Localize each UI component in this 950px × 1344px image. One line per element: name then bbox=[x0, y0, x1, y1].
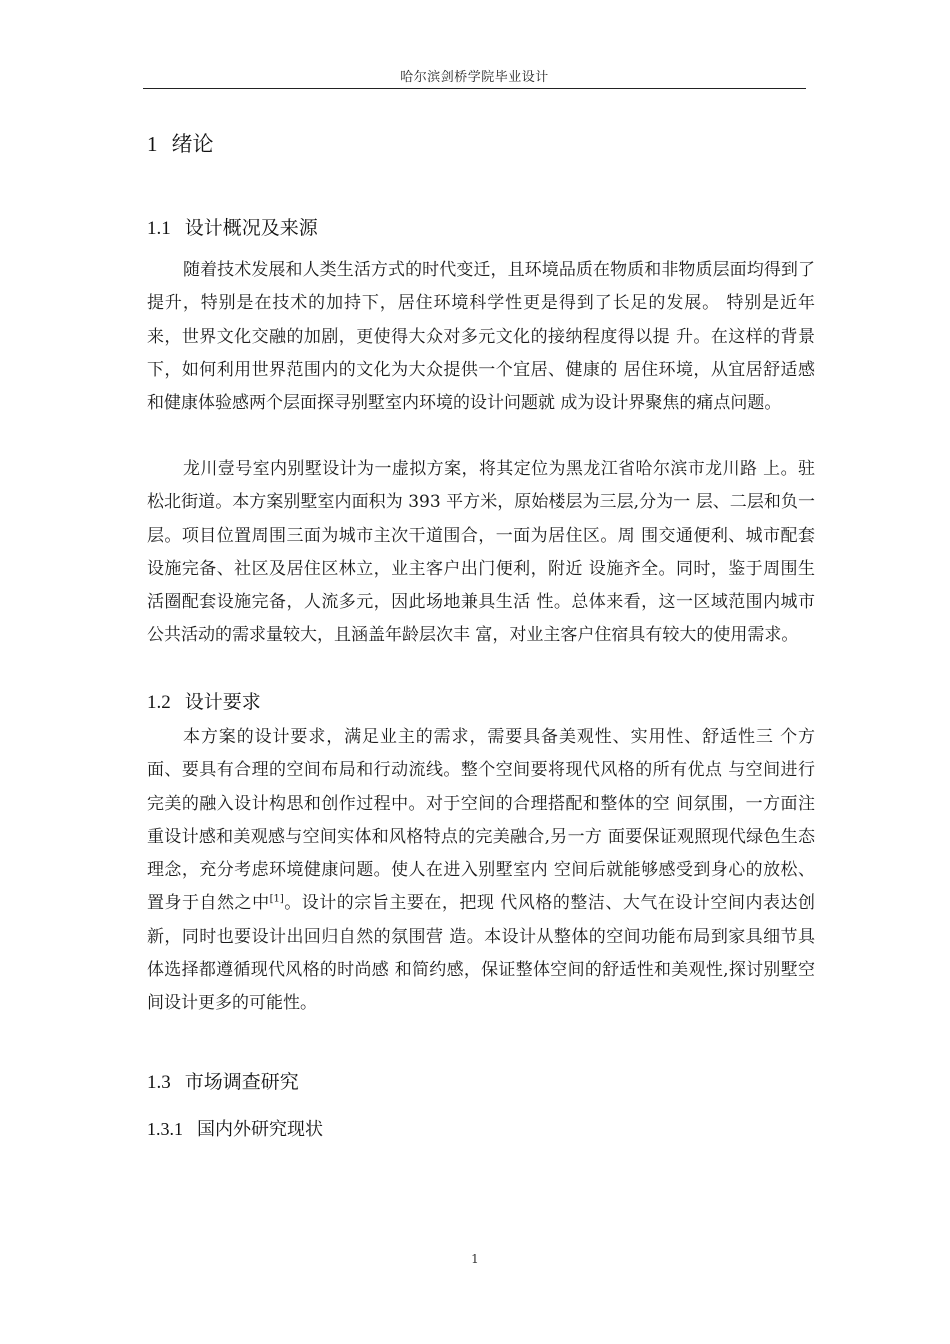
section-1-1-number: 1.1 bbox=[147, 218, 171, 239]
section-1-3-number: 1.3 bbox=[147, 1072, 171, 1093]
chapter-heading bbox=[147, 128, 214, 158]
section-1-3-1-heading bbox=[147, 1115, 323, 1141]
section-1-1-title: 设计概况及来源 bbox=[184, 217, 318, 239]
running-header: 哈尔滨剑桥学院毕业设计 bbox=[400, 70, 549, 85]
section-1-2-title: 设计要求 bbox=[184, 691, 261, 713]
section-1-3-1-title: 国内外研究现状 bbox=[197, 1119, 323, 1140]
section-1-1-paragraph-1: 随着技术发展和人类生活方式的时代变迁，且环境品质在物质和非物质层面均得到了提升，特别是在技术的加持下，居住环境科学性更是得到了长足的发展。 特别是近年来，世界文化交融的加剧，更使得大众对多元文化的接纳程度得以提 升。在这样的背景下，如何利用世界范围内的文化为大众提供一个宜居、健康的 居住环境，从宜居舒适感和健康体验感两个层面探寻别墅室内环境的设计问题就 成为设计界聚焦的痛点问题。 bbox=[147, 260, 815, 414]
section-1-3-heading bbox=[147, 1067, 299, 1094]
section-1-3-title: 市场调查研究 bbox=[184, 1071, 299, 1093]
section-1-1-paragraph-2: 龙川壹号室内别墅设计为一虚拟方案，将其定位为黑龙江省哈尔滨市龙川路 上。驻松北街道。本方案别墅室内面积为 393 平方米，原始楼层为三层,分为一 层、二层和负一层。项目位置周围三面为城市主次干道围合，一面为居住区。周 围交通便利、城市配套设施完备、社区及居住区林立，业主客户出门便利，附近 设施齐全。同时，鉴于周围生活圈配套设施完备，人流多元，因此场地兼具生活 性。总体来看，这一区域范围内城市公共活动的需求量较大，且涵盖年龄层次丰 富，对业主客户住宿具有较大的使用需求。 bbox=[147, 459, 815, 646]
page-number: 1 bbox=[471, 1252, 479, 1266]
chapter-title: 绪论 bbox=[171, 132, 214, 156]
section-1-2-text-part-2: 。设计的宗旨主要在，把现 代风格的整洁、大气在设计空间内表达创新，同时也要设计出回归自然的氛围营 造。本设计从整体的空间功能布局到家具细节具体选择都遵循现代风格的时尚感 和简约感，保证整体空间的舒适性和美观性,探讨别墅空间设计更多的可能性。 bbox=[147, 893, 815, 1014]
citation-reference[interactable]: [1] bbox=[269, 893, 284, 905]
section-1-1-heading bbox=[147, 213, 318, 240]
chapter-number: 1 bbox=[147, 132, 158, 156]
section-1-2-paragraph bbox=[147, 721, 815, 1021]
section-1-2-text-part-1: 本方案的设计要求，满足业主的需求，需要具备美观性、实用性、舒适性三 个方面、要具有合理的空间布局和行动流线。整个空间要将现代风格的所有优点 与空间进行完美的融入设计构思和创作过程中。对于空间的合理搭配和整体的空 间氛围，一方面注重设计感和美观感与空间实体和风格特点的完美融合,另一方 面要保证观照现代绿色生态理念，充分考虑环境健康问题。使人在进入别墅室内 空间后就能够感受到身心的放松、置身于自然之中 bbox=[147, 727, 815, 914]
section-1-2-heading bbox=[147, 687, 261, 714]
header-rule bbox=[143, 88, 806, 89]
section-1-3-1-number: 1.3.1 bbox=[147, 1119, 183, 1139]
section-1-2-number: 1.2 bbox=[147, 692, 171, 713]
